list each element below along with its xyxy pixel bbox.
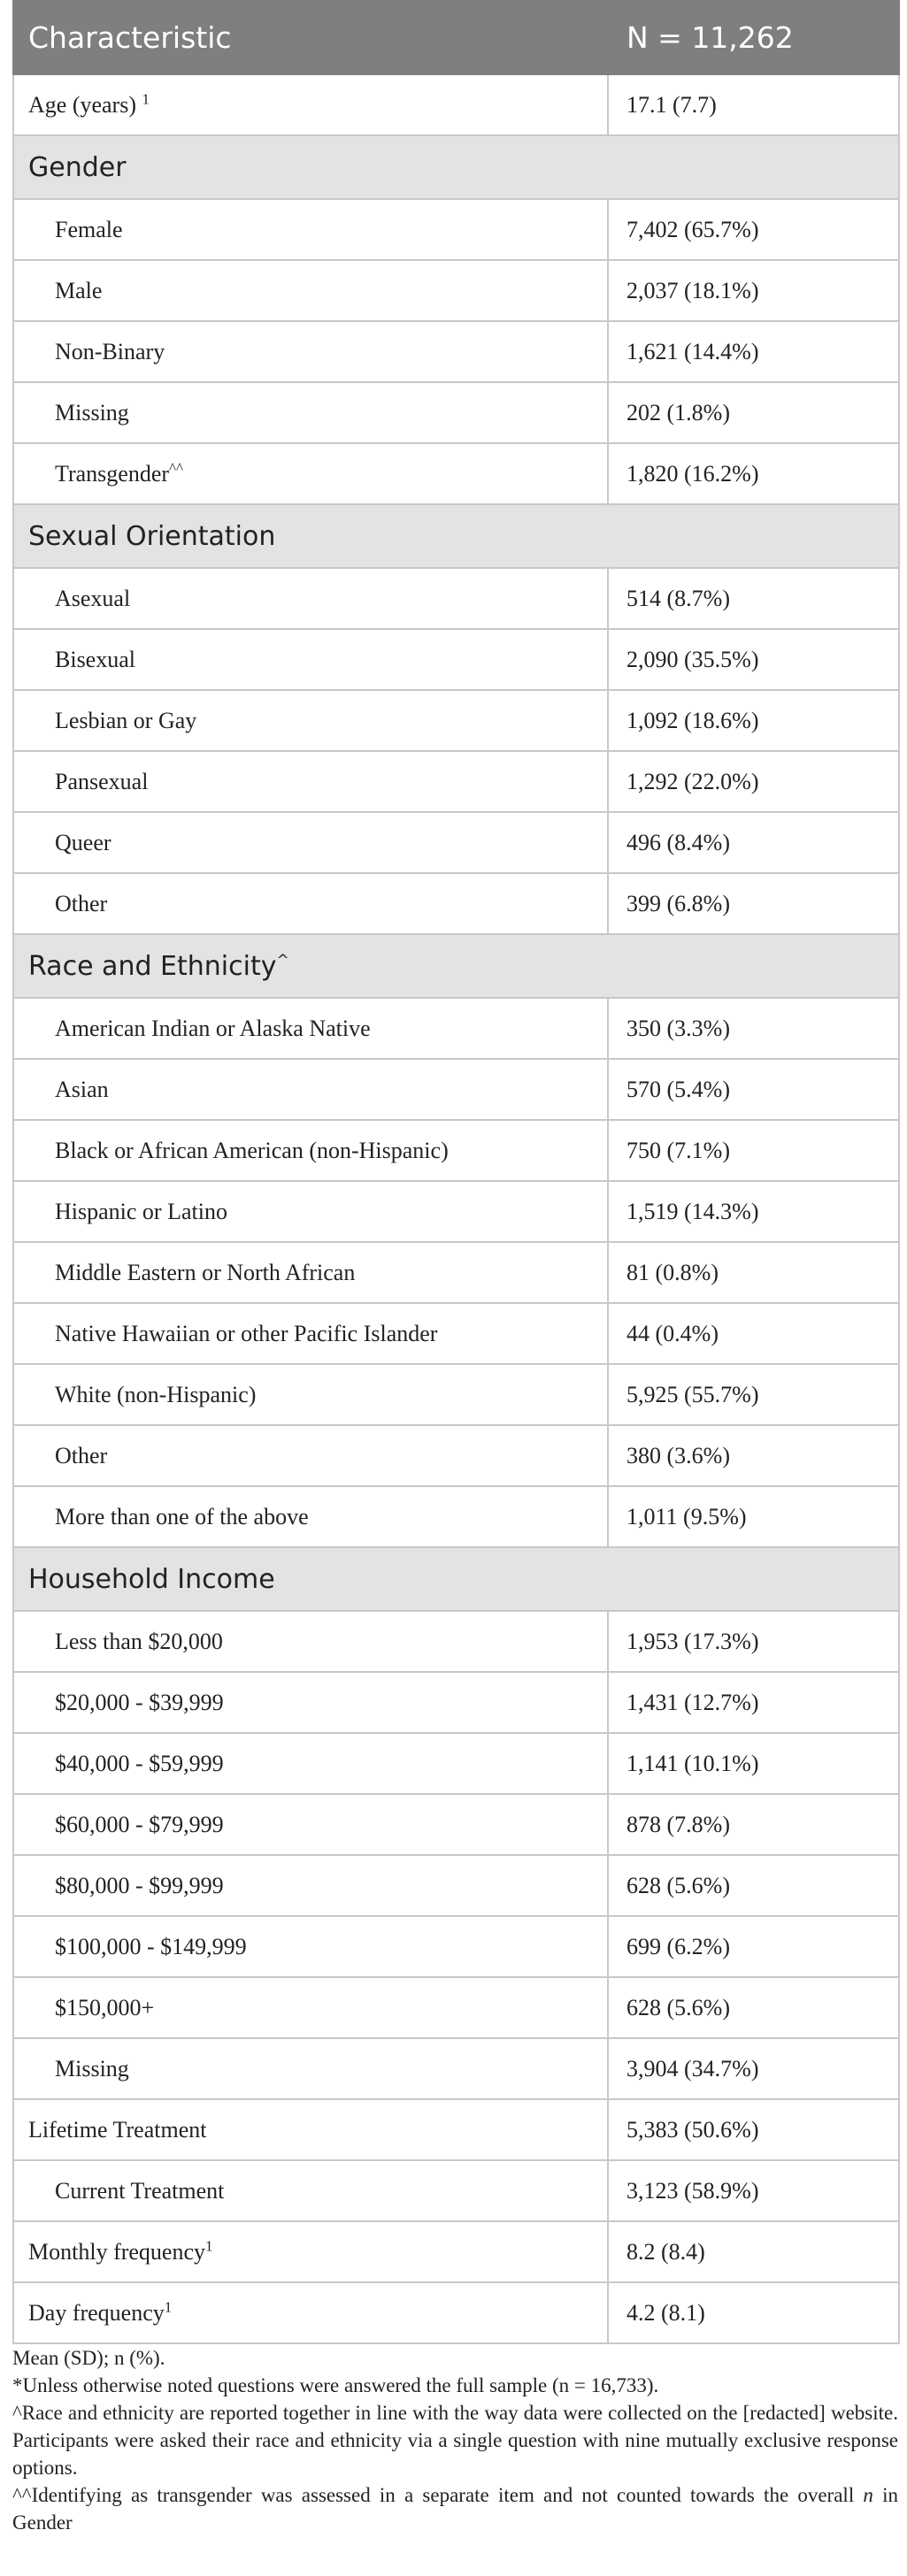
- footnote-marker: ^^: [169, 458, 183, 476]
- row-value: 1,011 (9.5%): [608, 1486, 899, 1547]
- row-label: Less than $20,000: [13, 1611, 608, 1672]
- row-label: Male: [13, 260, 608, 321]
- transgender-label: Transgender: [55, 460, 170, 487]
- table-row: [13, 1794, 899, 1855]
- row-label: Hispanic or Latino: [13, 1181, 608, 1242]
- row-label: $150,000+: [13, 1977, 608, 2038]
- table-row: [13, 1916, 899, 1977]
- row-label: American Indian or Alaska Native: [13, 998, 608, 1059]
- row-label: $40,000 - $59,999: [13, 1733, 608, 1794]
- row-value: 1,092 (18.6%): [608, 690, 899, 751]
- section-title: Sexual Orientation: [13, 504, 899, 568]
- table-row: [13, 2099, 899, 2160]
- row-value: 44 (0.4%): [608, 1303, 899, 1364]
- day-label: Day frequency: [28, 2299, 165, 2326]
- row-label: Female: [13, 199, 608, 260]
- table-row: [13, 199, 899, 260]
- row-value: 2,037 (18.1%): [608, 260, 899, 321]
- footnote-sample: *Unless otherwise noted questions were answered the full sample (n = 16,733).: [12, 2374, 659, 2396]
- table-row: [13, 2038, 899, 2099]
- table-row: [13, 812, 899, 873]
- table-row: [13, 1733, 899, 1794]
- table-row: [13, 1303, 899, 1364]
- row-value: 878 (7.8%): [608, 1794, 899, 1855]
- section-title: [13, 934, 899, 998]
- row-label: [13, 2221, 608, 2282]
- row-label: $60,000 - $79,999: [13, 1794, 608, 1855]
- row-label: Asexual: [13, 568, 608, 629]
- table-row: [13, 1425, 899, 1486]
- row-label: Pansexual: [13, 751, 608, 812]
- row-value: 2,090 (35.5%): [608, 629, 899, 690]
- section-header-sexual-orientation: [13, 504, 899, 568]
- row-value: 750 (7.1%): [608, 1120, 899, 1181]
- table-header-row: [13, 1, 899, 74]
- row-value: 3,904 (34.7%): [608, 2038, 899, 2099]
- table-row: [13, 321, 899, 382]
- row-value: 8.2 (8.4): [608, 2221, 899, 2282]
- table-row: [13, 2221, 899, 2282]
- table-row: [13, 2282, 899, 2343]
- row-value: 1,141 (10.1%): [608, 1733, 899, 1794]
- table-row: [13, 260, 899, 321]
- row-label: More than one of the above: [13, 1486, 608, 1547]
- row-value: 1,953 (17.3%): [608, 1611, 899, 1672]
- table-row: [13, 751, 899, 812]
- row-label: Other: [13, 873, 608, 934]
- row-label: [13, 74, 608, 135]
- footnote-marker: ^: [276, 951, 289, 970]
- row-label: [13, 443, 608, 504]
- row-label: Other: [13, 1425, 608, 1486]
- table-row: [13, 629, 899, 690]
- row-value: 628 (5.6%): [608, 1977, 899, 2038]
- row-value: 3,123 (58.9%): [608, 2160, 899, 2221]
- footnote-n-italic: n: [863, 2484, 873, 2506]
- row-label: White (non-Hispanic): [13, 1364, 608, 1425]
- row-label: Queer: [13, 812, 608, 873]
- monthly-label: Monthly frequency: [28, 2238, 206, 2265]
- row-value: 1,820 (16.2%): [608, 443, 899, 504]
- footnote-transgender: [12, 2481, 898, 2536]
- section-title: Gender: [13, 135, 899, 199]
- race-title: Race and Ethnicity: [28, 950, 277, 982]
- table-row: [13, 873, 899, 934]
- section-title: Household Income: [13, 1547, 899, 1611]
- table-row: [13, 1977, 899, 2038]
- table-row: [13, 690, 899, 751]
- table-footnotes: [12, 2344, 898, 2536]
- table-row: [13, 443, 899, 504]
- table-row: [13, 1672, 899, 1733]
- table-row: [13, 1242, 899, 1303]
- row-label: Lifetime Treatment: [13, 2099, 608, 2160]
- row-value: 1,431 (12.7%): [608, 1672, 899, 1733]
- row-value: 380 (3.6%): [608, 1425, 899, 1486]
- table-row: [13, 382, 899, 443]
- row-label: Lesbian or Gay: [13, 690, 608, 751]
- row-value: 81 (0.8%): [608, 1242, 899, 1303]
- row-value: 350 (3.3%): [608, 998, 899, 1059]
- row-value: 7,402 (65.7%): [608, 199, 899, 260]
- row-label: Current Treatment: [13, 2160, 608, 2221]
- row-value: 17.1 (7.7): [608, 74, 899, 135]
- row-label: Missing: [13, 2038, 608, 2099]
- footnote-marker: 1: [142, 89, 150, 107]
- row-label: $100,000 - $149,999: [13, 1916, 608, 1977]
- table-row: [13, 74, 899, 135]
- section-header-race-ethnicity: [13, 934, 899, 998]
- table-row: [13, 568, 899, 629]
- row-label: Native Hawaiian or other Pacific Islander: [13, 1303, 608, 1364]
- table-row: [13, 2160, 899, 2221]
- header-characteristic: Characteristic: [13, 1, 608, 74]
- demographics-table-container: [12, 0, 898, 2344]
- age-label: Age (years): [28, 91, 136, 118]
- row-value: 5,383 (50.6%): [608, 2099, 899, 2160]
- footnote-marker: 1: [205, 2236, 213, 2254]
- row-value: 1,519 (14.3%): [608, 1181, 899, 1242]
- row-value: 5,925 (55.7%): [608, 1364, 899, 1425]
- footnote-race: ^Race and ethnicity are reported together in line with the way data were collected on the [redacted] website. Participants were asked their race and ethnicity via a single question with nine mutually exclusive response options.: [12, 2402, 898, 2479]
- table-row: [13, 998, 899, 1059]
- row-label: Asian: [13, 1059, 608, 1120]
- table-row: [13, 1364, 899, 1425]
- footnote-transgender-text: ^^Identifying as transgender was assessed in a separate item and not counted towards the overall: [12, 2484, 855, 2506]
- row-value: 570 (5.4%): [608, 1059, 899, 1120]
- row-value: 628 (5.6%): [608, 1855, 899, 1916]
- row-label: [13, 2282, 608, 2343]
- footnote-summary: Mean (SD); n (%).: [12, 2347, 165, 2369]
- table-row: [13, 1059, 899, 1120]
- row-value: 1,621 (14.4%): [608, 321, 899, 382]
- row-label: $20,000 - $39,999: [13, 1672, 608, 1733]
- row-value: 4.2 (8.1): [608, 2282, 899, 2343]
- table-row: [13, 1120, 899, 1181]
- row-value: 496 (8.4%): [608, 812, 899, 873]
- demographics-table: [12, 0, 900, 2344]
- row-value: 699 (6.2%): [608, 1916, 899, 1977]
- footnote-marker: 1: [164, 2297, 173, 2315]
- row-label: Non-Binary: [13, 321, 608, 382]
- row-value: 1,292 (22.0%): [608, 751, 899, 812]
- row-value: 399 (6.8%): [608, 873, 899, 934]
- table-row: [13, 1611, 899, 1672]
- table-row: [13, 1855, 899, 1916]
- row-value: 202 (1.8%): [608, 382, 899, 443]
- section-header-household-income: [13, 1547, 899, 1611]
- row-label: $80,000 - $99,999: [13, 1855, 608, 1916]
- row-label: Missing: [13, 382, 608, 443]
- footnote-transgender-end: in Gender: [12, 2484, 898, 2534]
- row-value: 514 (8.7%): [608, 568, 899, 629]
- table-row: [13, 1486, 899, 1547]
- section-header-gender: [13, 135, 899, 199]
- table-row: [13, 1181, 899, 1242]
- header-n: N = 11,262: [608, 1, 899, 74]
- row-label: Middle Eastern or North African: [13, 1242, 608, 1303]
- row-label: Bisexual: [13, 629, 608, 690]
- row-label: Black or African American (non-Hispanic): [13, 1120, 608, 1181]
